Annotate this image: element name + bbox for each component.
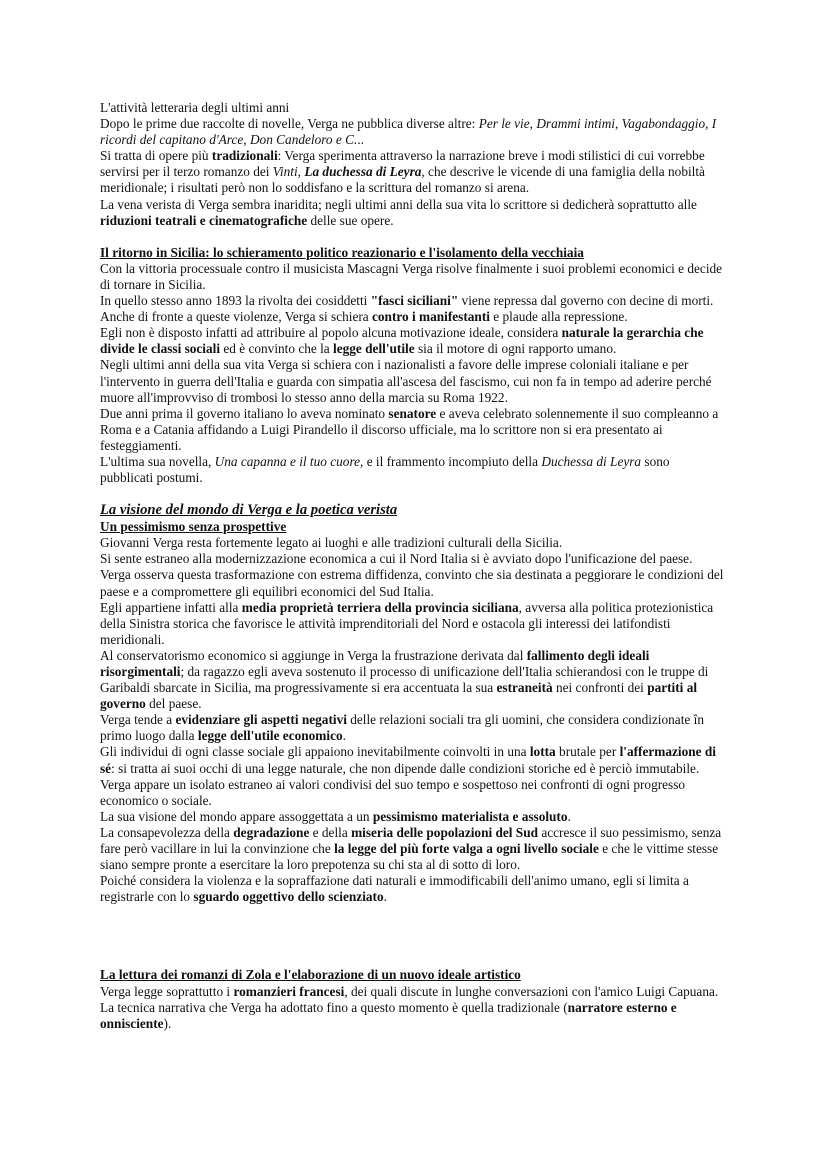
paragraph: Verga legge soprattutto i romanzieri francesi, dei quali discute in lunghe conversazioni con l'amico Luigi Capuana. La tecnica narrativa che Verga ha adottato fino a questo momento è quella tradizionale (narratore esterno e onnisciente). [100, 983, 719, 1031]
section-title-visione: La visione del mondo di Verga e la poetica verista [100, 502, 398, 519]
paragraph: In quello stesso anno 1893 la rivolta dei cosiddetti "fasci siciliani" viene repressa dal governo con decine di morti. [100, 293, 714, 309]
paragraph: Si sente estraneo alla modernizzazione economica a cui il Nord Italia si è avviato dopo l'unificazione del paese. [100, 551, 693, 567]
paragraph: Giovanni Verga resta fortemente legato ai luoghi e alle tradizioni culturali della Sicilia. [100, 535, 563, 551]
paragraph: La sua visione del mondo appare assoggettata a un pessimismo materialista e assoluto. [100, 808, 571, 824]
paragraph: Si tratta di opere più tradizionali: Verga sperimenta attraverso la narrazione breve i modi stilistici di cui vorrebbe servirsi per il terzo romanzo dei Vinti, La duchessa di Leyra, che descrive le vicende di una famiglia della nobiltà meridionale; i risultati però non lo soddisfano e la scrittura del romanzo si arena. [100, 148, 705, 196]
paragraph: Gli individui di ogni classe sociale gli appaiono inevitabilmente coinvolti in una lotta brutale per l'affermazione di sé: si tratta ai suoi occhi di una legge naturale, che non dipende dalle condizioni storiche ed è perciò immutabile. [100, 744, 716, 776]
paragraph: Egli appartiene infatti alla media proprietà terriera della provincia siciliana, avversa alla politica protezionistica della Sinistra storica che favorisce le attività imprenditoriali del Nord e ostacola gli interessi dei latifondisti meridionali. [100, 599, 714, 647]
paragraph: Anche di fronte a queste violenze, Verga si schiera contro i manifestanti e plaude alla repressione. [100, 309, 628, 325]
paragraph: Due anni prima il governo italiano lo aveva nominato senatore e aveva celebrato solennemente il suo compleanno a Roma e a Catania affidando a Luigi Pirandello il discorso ufficiale, ma lo scrittore non si era presentato ai festeggiamenti. [100, 405, 719, 453]
paragraph: Negli ultimi anni della sua vita Verga si schiera con i nazionalisti a favore delle imprese coloniali italiane e per l'intervento in guerra dell'Italia e guarda con simpatia all'ascesa del fascismo, cui non fa in tempo ad aderire perché muore all'improvviso di trombosi lo stesso anno della marcia su Roma 1922. [100, 357, 712, 405]
section-title-zola: La lettura dei romanzi di Zola e l'elaborazione di un nuovo ideale artistico [100, 967, 521, 983]
paragraph: Verga osserva questa trasformazione con estrema diffidenza, convinto che sia destinata a peggiorare le condizioni del paese e a compromettere gli equilibri economici del Sud Italia. [100, 567, 724, 599]
paragraph: Dopo le prime due raccolte di novelle, Verga ne pubblica diverse altre: Per le vie, Drammi intimi, Vagabondaggio, I ricordi del capitano d'Arce, Don Candeloro e C... [100, 116, 717, 148]
paragraph: La consapevolezza della degradazione e della miseria delle popolazioni del Sud accresce il suo pessimismo, senza fare però vacillare in lui la convinzione che la legge del più forte valga a ogni livello sociale e che le vittime stesse siano sempre pronte a esercitare la loro prepotenza su chi sta al di sotto di loro. [100, 824, 722, 873]
paragraph: La vena verista di Verga sembra inaridita; negli ultimi anni della sua vita lo scrittore si dedicherà soprattutto alle riduzioni teatrali e cinematografiche delle sue opere. [100, 196, 697, 228]
paragraph: Egli non è disposto infatti ad attribuire al popolo alcuna motivazione ideale, considera naturale la gerarchia che divide le classi sociali ed è convinto che la legge dell'utile sia il motore di ogni rapporto umano. [100, 325, 704, 357]
paragraph: Poiché considera la violenza e la sopraffazione dati naturali e immodificabili dell'animo umano, egli si limita a registrarle con lo sguardo oggettivo dello scienziato. [100, 873, 689, 905]
subsection-title-pessimismo: Un pessimismo senza prospettive [100, 519, 287, 535]
section-title-attivita: L'attività letteraria degli ultimi anni [100, 100, 290, 115]
paragraph: Verga tende a evidenziare gli aspetti negativi delle relazioni sociali tra gli uomini, che considera condizionate în primo luogo dalla legge dell'utile economico. [100, 712, 704, 744]
document-page [100, 100, 724, 1032]
paragraph: L'ultima sua novella, Una capanna e il tuo cuore, e il frammento incompiuto della Duchessa di Leyra sono pubblicati postumi. [100, 453, 670, 486]
paragraph: Al conservatorismo economico si aggiunge in Verga la frustrazione derivata dal fallimento degli ideali risorgimentali; da ragazzo egli aveva sostenuto il processo di unificazione dell'Italia schierandosi con le truppe di Garibaldi sbarcate in Sicilia, ma progressivamente si era accentuata la sua estraneità nei confronti dei partiti al governo del paese. [100, 647, 709, 712]
section-title-ritorno: Il ritorno in Sicilia: lo schieramento politico reazionario e l'isolamento della vecchiaia [100, 244, 584, 260]
paragraph: Con la vittoria processuale contro il musicista Mascagni Verga risolve finalmente i suoi problemi economici e decide di tornare in Sicilia. [100, 260, 723, 292]
paragraph: Verga appare un isolato estraneo ai valori condivisi del suo tempo e sospettoso nei confronti di ogni progresso economico o sociale. [100, 776, 686, 808]
